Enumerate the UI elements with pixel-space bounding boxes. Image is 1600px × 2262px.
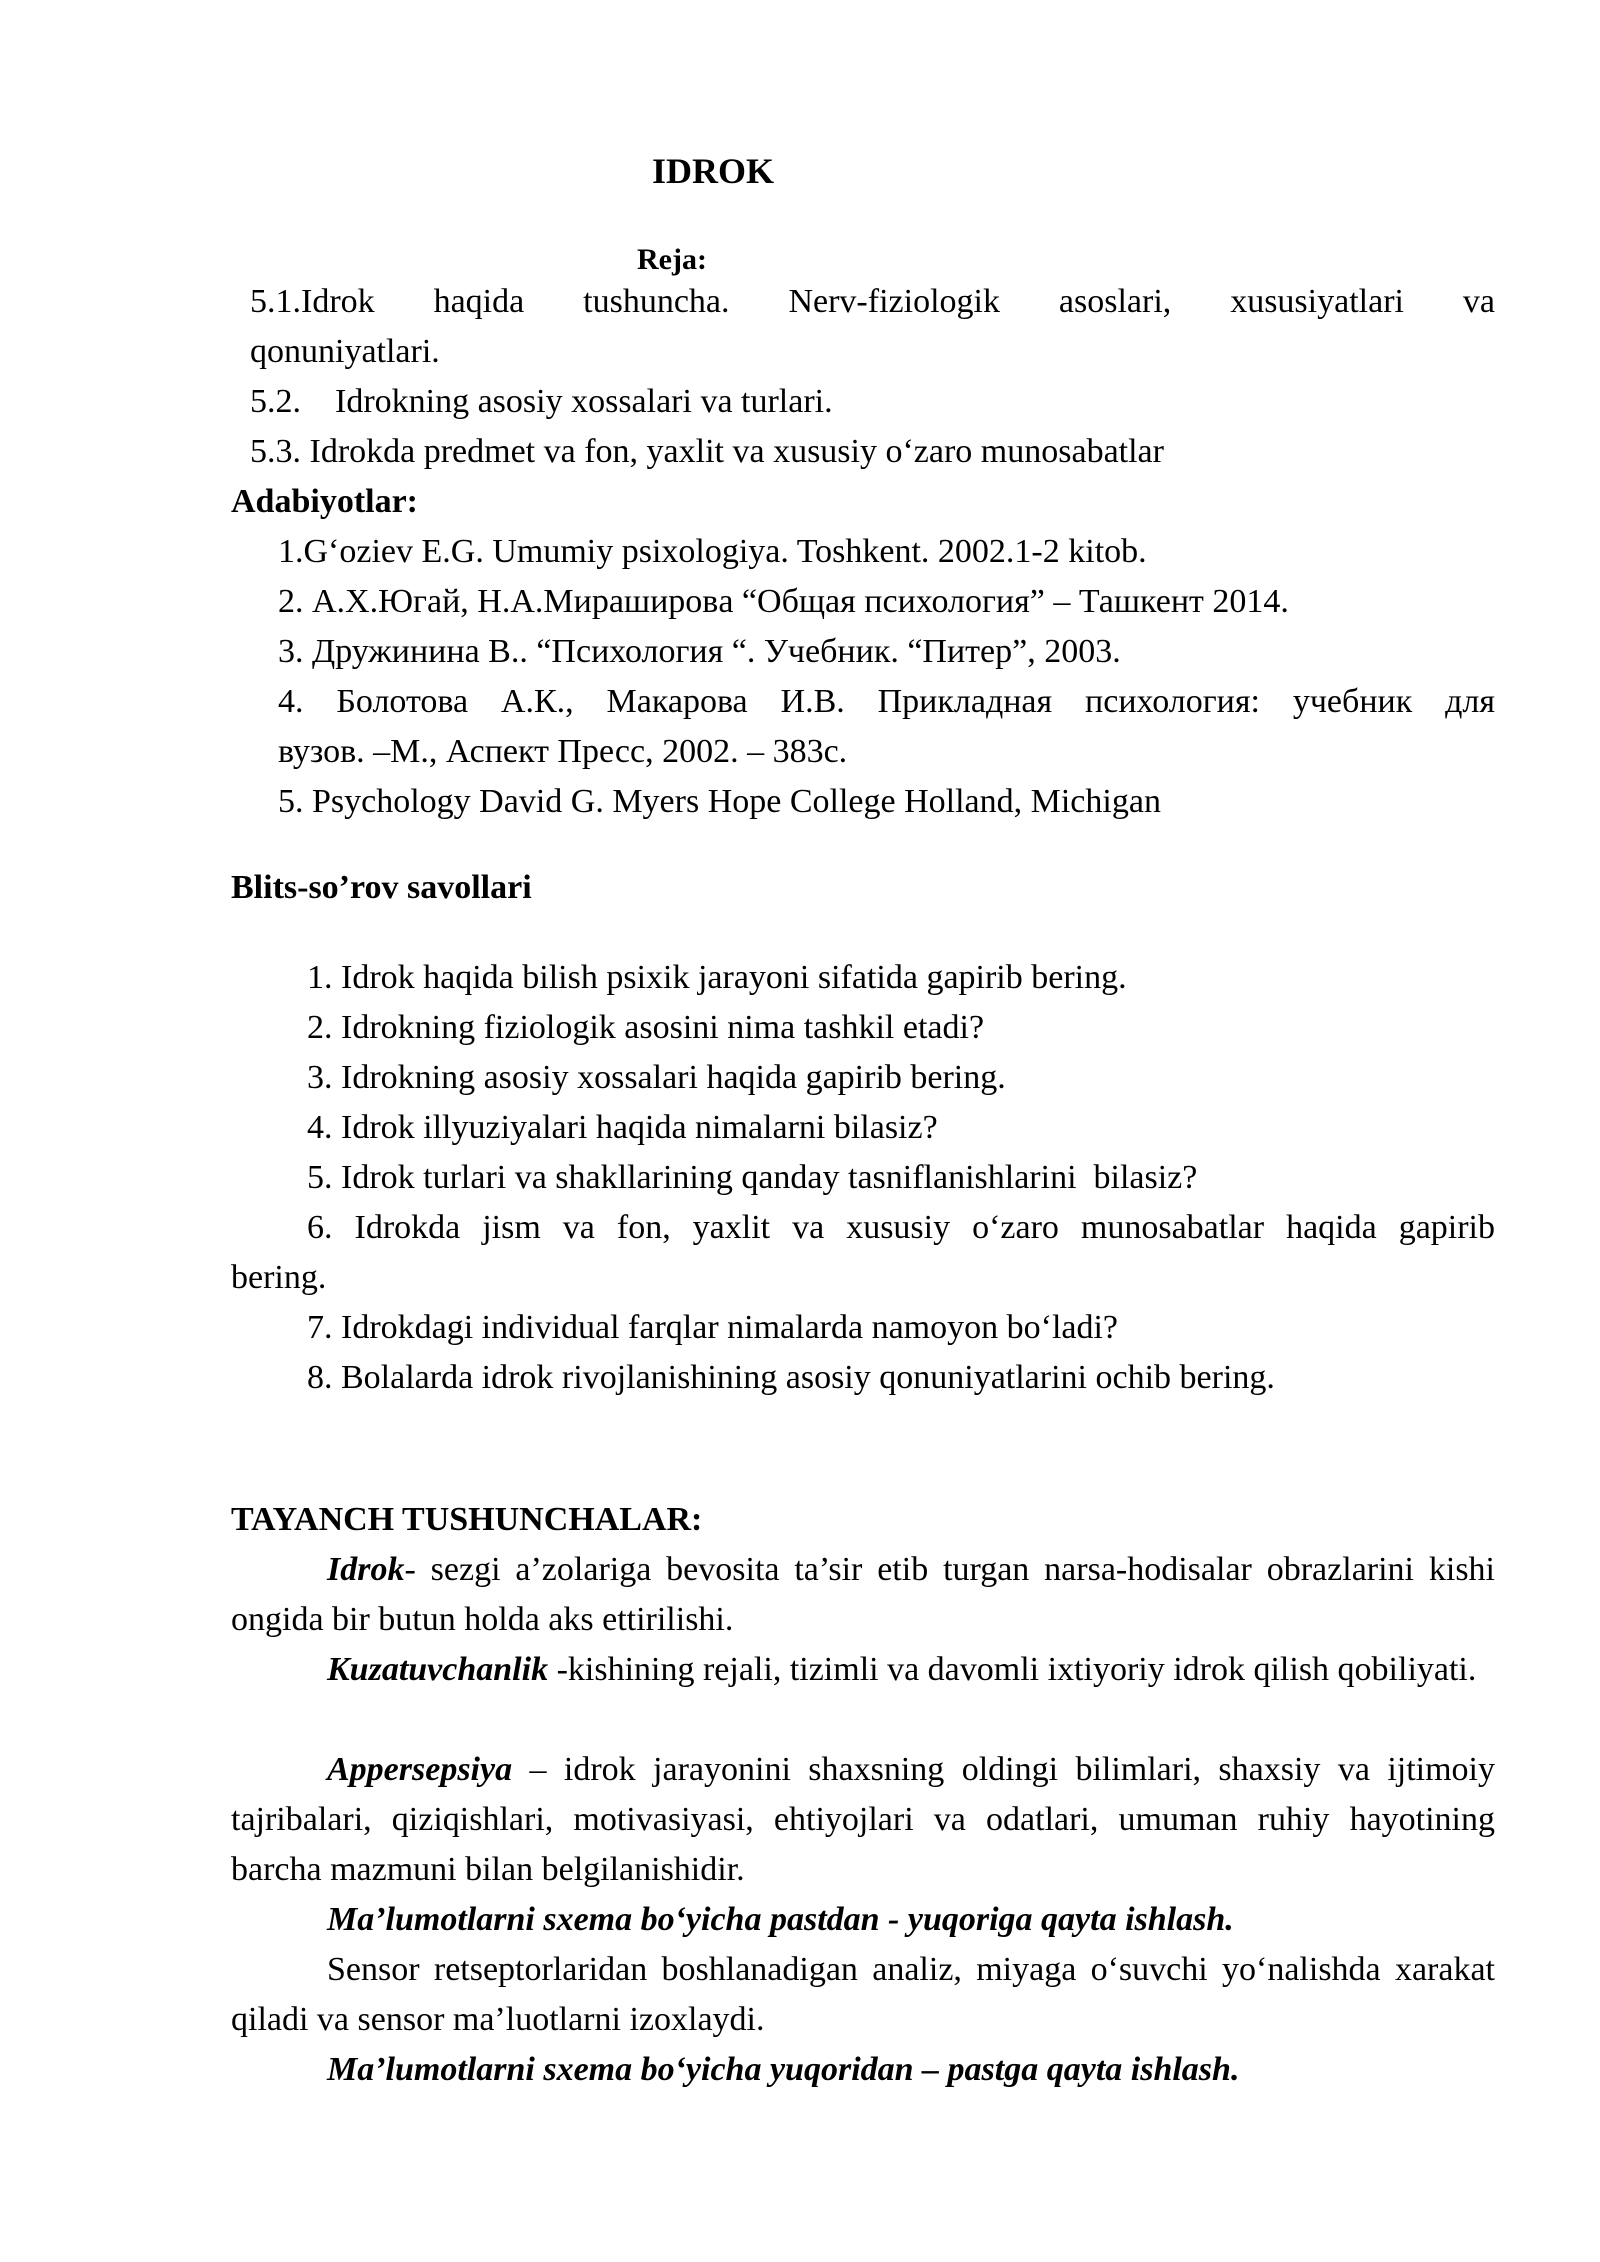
reference-item-4: 4. Болотова А.К., Макарова И.В. Прикладная психология: учебник для bbox=[278, 683, 1495, 720]
reference-item-1: 1.G‘oziev E.G. Umumiy psixologiya. Toshkent. 2002.1-2 kitob. bbox=[278, 533, 1147, 570]
reference-item-3: 3. Дружинина В.. “Психология “. Учебник. “Питер”, 2003. bbox=[278, 633, 1121, 670]
concept-term: Idrok bbox=[327, 1551, 405, 1588]
concept-kuzatuvchanlik bbox=[231, 1645, 1495, 1695]
plan-item-1-cont: qonuniyatlari. bbox=[250, 333, 440, 370]
concept-term: Appersepsiya bbox=[327, 1751, 513, 1788]
plan-item-3: 5.3. Idrokda predmet va fon, yaxlit va xususiy o‘zaro munosabatlar bbox=[250, 433, 1164, 470]
concept-term: Kuzatuvchanlik bbox=[327, 1651, 549, 1688]
key-concepts-heading: TAYANCH TUSHUNCHALAR: bbox=[231, 1501, 703, 1538]
concept-idrok bbox=[231, 1545, 1495, 1645]
references-heading: Adabiyotlar: bbox=[231, 483, 418, 520]
concept-top-down bbox=[231, 2045, 1495, 2095]
plan-item-1: 5.1.Idrok haqida tushuncha. Nerv-fiziologik asoslari, xususiyatlari va bbox=[250, 283, 1495, 320]
concept-definition: - sezgi a’zolariga bevosita ta’sir etib turgan narsa-hodisalar obrazlarini kishi ongida bir butun holda aks ettirilishi. bbox=[231, 1551, 1495, 1638]
concept-appersepsiya bbox=[231, 1745, 1495, 1895]
reference-item-4-cont: вузов. –М., Аспект Пресс, 2002. – 383с. bbox=[278, 733, 848, 770]
concept-bottom-up-text bbox=[231, 1945, 1495, 2045]
question-item-4: 4. Idrok illyuziyalari haqida nimalarni bilasiz? bbox=[307, 1109, 938, 1146]
page-title: IDROK bbox=[652, 151, 775, 191]
question-item-2: 2. Idrokning fiziologik asosini nima tashkil etadi? bbox=[307, 1009, 985, 1046]
concept-definition: – idrok jarayonini shaxsning oldingi bilimlari, shaxsiy va ijtimoiy tajribalari, qiziqishlari, motivasiyasi, ehtiyojlari va odatlari, umuman ruhiy hayotining barcha mazmuni bilan belgilanishidir. bbox=[231, 1751, 1495, 1888]
concept-term: Ma’lumotlarni sxema bo‘yicha yuqoridan – pastga qayta ishlash. bbox=[327, 2051, 1240, 2088]
question-item-7: 7. Idrokdagi individual farqlar nimalarda namoyon bo‘ladi? bbox=[307, 1309, 1119, 1346]
concept-definition: -kishining rejali, tizimli va davomli ixtiyoriy idrok qilish qobiliyati. bbox=[548, 1651, 1477, 1688]
reference-item-2: 2. А.Х.Югай, Н.А.Мирашировa “Общая психология” – Ташкент 2014. bbox=[278, 583, 1289, 620]
concept-term: Ma’lumotlarni sxema bo‘yicha pastdan - yuqoriga qayta ishlash. bbox=[327, 1901, 1234, 1938]
plan-item-2: 5.2. Idrokning asosiy xossalari va turlari. bbox=[250, 383, 833, 420]
concept-bottom-up bbox=[231, 1895, 1495, 1945]
question-item-5: 5. Idrok turlari va shakllarining qanday tasniflanishlarini bilasiz? bbox=[307, 1159, 1198, 1196]
concept-definition: Sensor retseptorlaridan boshlanadigan analiz, miyaga o‘suvchi yo‘nalishda xarakat qiladi va sensor ma’luotlarni izoxlaydi. bbox=[231, 1951, 1495, 2038]
blitz-heading: Blits-so’rov savollari bbox=[231, 869, 532, 906]
question-item-1: 1. Idrok haqida bilish psixik jarayoni sifatida gapirib bering. bbox=[307, 959, 1127, 996]
reference-item-5: 5. Psychology David G. Myers Hope College Holland, Michigan bbox=[278, 783, 1161, 820]
question-item-8: 8. Bolalarda idrok rivojlanishining asosiy qonuniyatlarini ochib bering. bbox=[307, 1359, 1275, 1396]
question-item-3: 3. Idrokning asosiy xossalari haqida gapirib bering. bbox=[307, 1059, 1006, 1096]
question-item-6-cont: bering. bbox=[231, 1259, 327, 1296]
question-item-6: 6. Idrokda jism va fon, yaxlit va xususiy o‘zaro munosabatlar haqida gapirib bbox=[307, 1209, 1495, 1246]
plan-heading: Reja: bbox=[637, 243, 707, 276]
